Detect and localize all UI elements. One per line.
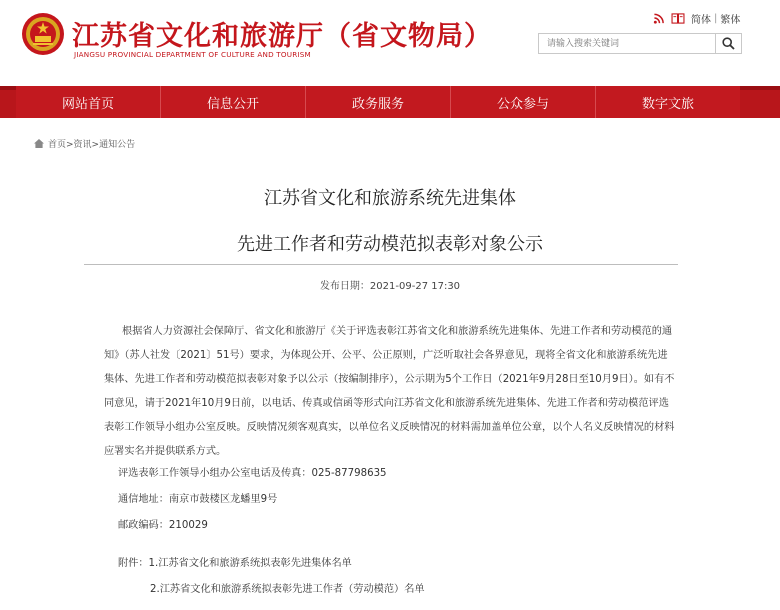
contact-phone: 评选表彰工作领导小组办公室电话及传真：025-87798635 xyxy=(118,468,387,479)
search-icon xyxy=(722,37,735,50)
nav-item-info-disclosure[interactable]: 信息公开 xyxy=(161,86,306,118)
home-icon xyxy=(34,139,44,148)
rss-icon[interactable] xyxy=(653,13,665,24)
postal-code: 邮政编码：210029 xyxy=(118,520,208,531)
article-title-line1: 江苏省文化和旅游系统先进集体 xyxy=(264,188,516,209)
site-header xyxy=(0,0,780,88)
simplified-chinese-link[interactable]: 简体 xyxy=(691,15,711,26)
article-body xyxy=(104,320,676,602)
search-input[interactable] xyxy=(539,34,715,53)
traditional-chinese-link[interactable]: 繁体 xyxy=(720,15,741,26)
article-title-line2: 先进工作者和劳动模范拟表彰对象公示 xyxy=(237,234,543,255)
search-box xyxy=(538,33,742,54)
nav-item-digital-tourism[interactable]: 数字文旅 xyxy=(596,86,740,118)
main-nav xyxy=(16,86,740,118)
mailing-address: 通信地址：南京市鼓楼区龙蟠里9号 xyxy=(118,494,278,505)
title-divider xyxy=(84,264,678,265)
attachment-2-link[interactable]: 2.江苏省文化和旅游系统拟表彰先进工作者（劳动模范）名单 xyxy=(150,584,425,595)
site-title[interactable]: 江苏省文化和旅游厅（省文物局） xyxy=(72,21,492,52)
reader-book-icon[interactable] xyxy=(671,13,685,24)
nav-item-public-participation[interactable]: 公众参与 xyxy=(451,86,596,118)
nav-item-government-services[interactable]: 政务服务 xyxy=(306,86,451,118)
top-links xyxy=(653,11,740,26)
article-paragraph: 根据省人力资源社会保障厅、省文化和旅游厅《关于评选表彰江苏省文化和旅游系统先进集体、先进工作者和劳动模范的通知》（苏人社发〔2021〕51号）要求，为体现公开、公平、公正原则，广泛听取社会各界意见，现将全省文化和旅游系统先进集体、先进工作者和劳动模范拟表彰对象予以公示（按编制排序），公示期为5个工作日（2021年9月28日至10月9日）。如有不同意见，请于2021年10月9日前，以电话、传真或信函等形式向江苏省文化和旅游系统先进集体、先进工作者和劳动模范评选表彰工作领导小组办公室反映。反映情况须客观真实，以单位名义反映情况的材料需加盖单位公章，以个人名义反映情况的材料应署实名并提供联系方式。 xyxy=(104,326,675,457)
search-button[interactable] xyxy=(715,34,741,53)
breadcrumb-path[interactable]: 首页>资讯>通知公告 xyxy=(48,140,136,150)
site-title-english: JIANGSU PROVINCIAL DEPARTMENT OF CULTURE AND TOURISM xyxy=(74,50,311,59)
link-separator: | xyxy=(714,13,718,24)
breadcrumb xyxy=(34,137,135,150)
nav-item-home[interactable]: 网站首页 xyxy=(16,86,161,118)
publish-date: 发布日期：2021-09-27 17:30 xyxy=(319,281,461,292)
national-emblem-icon xyxy=(21,12,65,56)
attachment-1-link[interactable]: 附件：1.江苏省文化和旅游系统拟表彰先进集体名单 xyxy=(118,558,352,569)
